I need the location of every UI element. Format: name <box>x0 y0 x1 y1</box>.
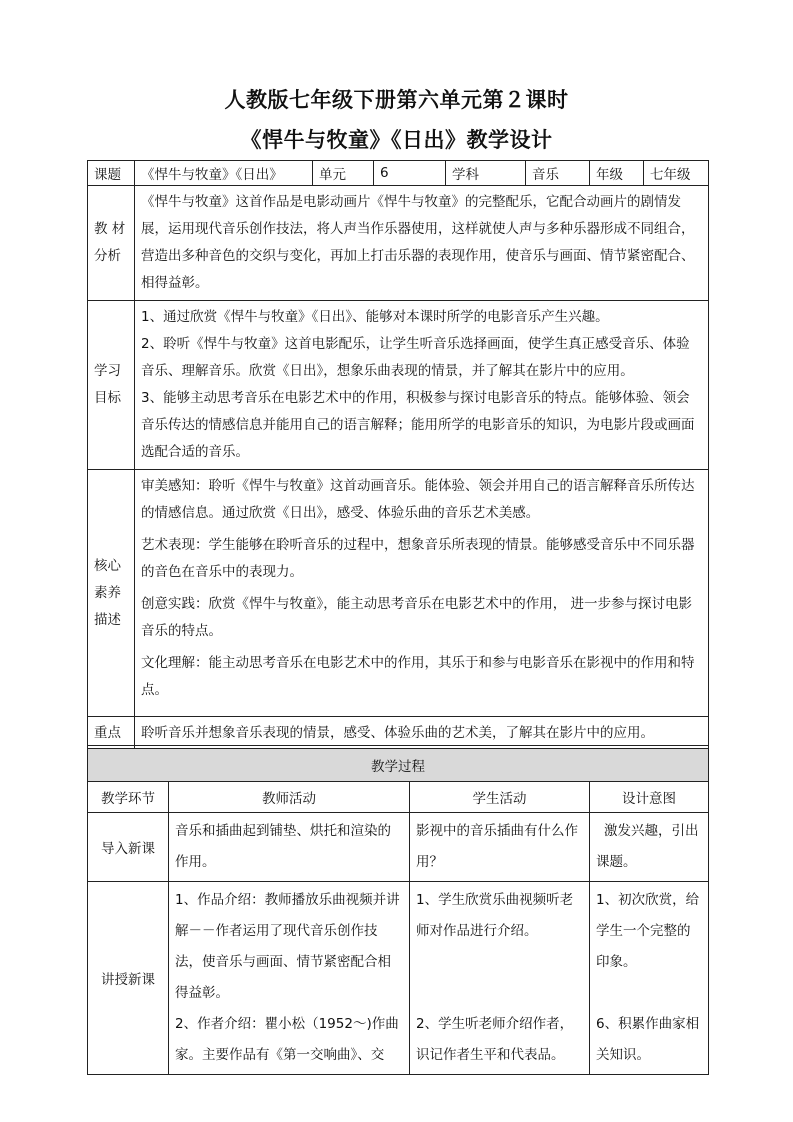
student-activity-cell <box>410 882 590 1075</box>
analysis-paragraph: 《悍牛与牧童》这首作品是电影动画片《悍牛与牧童》的完整配乐，它配合动画片的剧情发展，运用现代音乐创作技法，将人声当作乐器使用，这样就使人声与多种乐器形成不同组合，营造出多种音色的交织与变化，再加上打击乐器的表现作用，使音乐与画面、情节紧密配合、相得益彰。 <box>141 194 695 291</box>
unit-value: 6 <box>374 161 446 186</box>
lesson-info-table <box>87 160 709 774</box>
column-header-student: 学生活动 <box>410 782 590 813</box>
document-title-line1: 人教版七年级下册第六单元第２课时 <box>224 87 569 112</box>
literacy-item: 创意实践：欣赏《悍牛与牧童》，能主动思考音乐在电影艺术中的作用， 进一步参与探讨电影音乐的特点。 <box>141 596 693 639</box>
objective-item: 3、能够主动思考音乐在电影艺术中的作用，积极参与探讨电影音乐的特点。能够体验、领会音乐传达的情感信息并能用自己的语言解释；能用所学的电影音乐的知识，为电影片段或画面选配合适的音乐。 <box>141 390 695 460</box>
stage-cell: 导入新课 <box>88 813 169 882</box>
table-row <box>88 813 709 882</box>
analysis-row <box>88 186 709 301</box>
literacy-item: 审美感知：聆听《悍牛与牧童》这首动画音乐。能体验、领会并用自己的语言解释音乐所传达的情感信息。通过欣赏《日出》，感受、体验乐曲的音乐艺术美感。 <box>141 478 695 521</box>
objectives-row <box>88 301 709 470</box>
teacher-activity-text: 2、作者介绍：瞿小松（1952～)作曲家。主要作品有《第一交响曲》、交 <box>175 1016 399 1063</box>
student-activity-text: 2、学生听老师介绍作者，识记作者生平和代表品。 <box>416 1016 574 1063</box>
column-header-stage: 教学环节 <box>88 782 169 813</box>
student-activity-text: 影视中的音乐插曲有什么作用？ <box>416 823 578 870</box>
teacher-activity-text: 1、作品介绍：教师播放乐曲视频并讲解－－作者运用了现代音乐创作技法，使音乐与画面、情节紧密配合相得益彰。 <box>175 892 400 1001</box>
unit-label: 单元 <box>313 161 374 186</box>
key-point-text: 聆听音乐并想象音乐表现的情景，感受、体验乐曲的艺术美，了解其在影片中的应用。 <box>135 717 709 746</box>
topic-value: 《悍牛与牧童》《日出》 <box>135 161 313 186</box>
literacy-label-line2: 素养 <box>94 584 121 601</box>
design-intent-cell <box>590 813 709 882</box>
teacher-activity-text: 音乐和插曲起到铺垫、烘托和渲染的作用。 <box>175 823 391 870</box>
objectives-label-line1: 学习 <box>94 363 121 379</box>
design-intent-text: 激发兴趣，引出课题。 <box>596 823 699 870</box>
teaching-process-table <box>87 748 709 1075</box>
objectives-text <box>135 301 709 470</box>
student-activity-text: 1、学生欣赏乐曲视频听老师对作品进行介绍。 <box>416 892 574 939</box>
document-title-line2: 《悍牛与牧童》《日出》教学设计 <box>240 127 553 152</box>
teacher-activity-cell <box>169 882 410 1075</box>
literacy-item: 艺术表现：学生能够在聆听音乐的过程中，想象音乐所表现的情景。能够感受音乐中不同乐器的音色在音乐中的表现力。 <box>141 537 695 580</box>
objective-item: 2、聆听《悍牛与牧童》这首电影配乐，让学生听音乐选择画面，使学生真正感受音乐、体验音乐、理解音乐。欣赏《日出》，想象乐曲表现的情景，并了解其在影片中的应用。 <box>141 336 690 379</box>
objectives-label-line2: 目标 <box>94 390 121 406</box>
table-row <box>88 882 709 1075</box>
process-heading-row <box>88 749 709 782</box>
process-column-header-row <box>88 782 709 813</box>
subject-value: 音乐 <box>526 161 590 186</box>
key-point-label: 重点 <box>88 717 135 746</box>
literacy-label <box>88 470 135 717</box>
objective-item: 1、通过欣赏《悍牛与牧童》《日出》、能够对本课时所学的电影音乐产生兴趣。 <box>141 309 609 325</box>
analysis-text <box>135 186 709 301</box>
process-heading: 教学过程 <box>88 749 709 782</box>
objectives-label <box>88 301 135 470</box>
subject-label: 学科 <box>446 161 526 186</box>
grade-label: 年级 <box>590 161 644 186</box>
literacy-label-line3: 描述 <box>94 611 121 628</box>
literacy-label-line1: 核心 <box>94 557 121 574</box>
teacher-activity-cell <box>169 813 410 882</box>
analysis-label-line2: 分析 <box>94 248 121 264</box>
analysis-label <box>88 186 135 301</box>
column-header-intent: 设计意图 <box>590 782 709 813</box>
key-point-row <box>88 717 709 746</box>
design-intent-text: 6、积累作曲家相关知识。 <box>596 1016 700 1063</box>
column-header-teacher: 教师活动 <box>169 782 410 813</box>
topic-label: 课题 <box>88 161 135 186</box>
design-intent-text: 1、初次欣赏，给学生一个完整的印象。 <box>596 892 700 970</box>
literacy-row <box>88 470 709 717</box>
header-row <box>88 161 709 186</box>
design-intent-cell <box>590 882 709 1075</box>
stage-cell: 讲授新课 <box>88 882 169 1075</box>
grade-value: 七年级 <box>644 161 709 186</box>
student-activity-cell <box>410 813 590 882</box>
literacy-item: 文化理解：能主动思考音乐在电影艺术中的作用，其乐于和参与电影音乐在影视中的作用和特点。 <box>141 655 695 698</box>
analysis-label-line1: 教 材 <box>94 221 126 237</box>
literacy-text <box>135 470 709 717</box>
